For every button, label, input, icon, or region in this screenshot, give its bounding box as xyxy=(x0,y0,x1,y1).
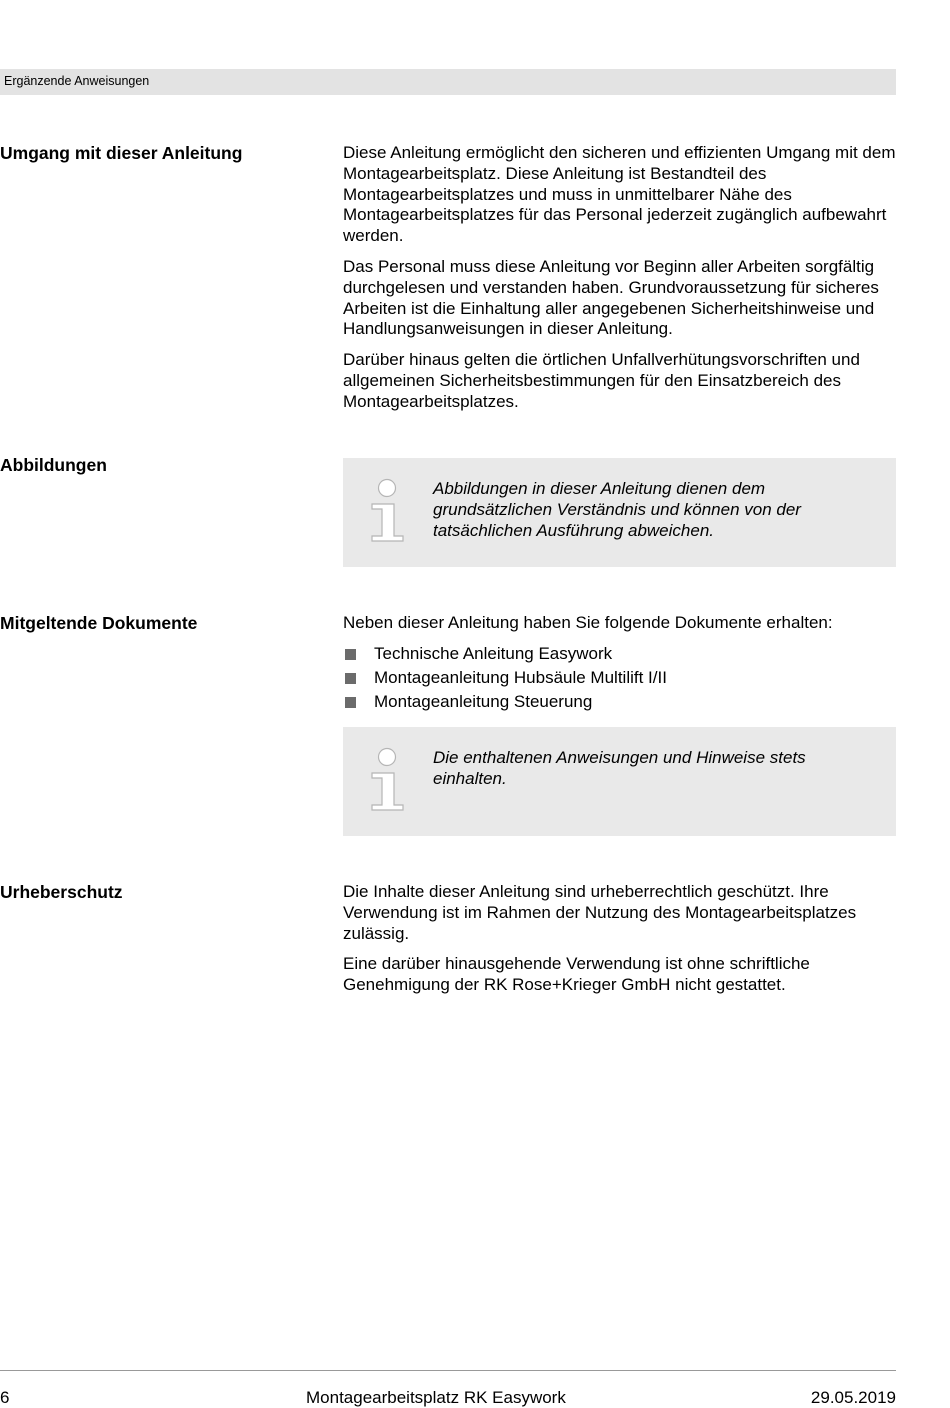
list-item xyxy=(343,666,896,690)
list-item-label: Technische Anleitung Easywork xyxy=(374,643,613,663)
paragraph: Diese Anleitung ermöglicht den sicheren und effizienten Umgang mit dem Montagearbeitsplatz. Diese Anleitung ist Bestandteil des Montagearbeitsplatzes und muss in unmittelbarer Nähe des Montagearbeitsplatzes für das Personal jederzeit zugänglich aufbewahrt werden. xyxy=(343,143,896,246)
info-icon xyxy=(368,478,408,546)
footer-divider xyxy=(0,1370,896,1371)
document-list xyxy=(343,642,896,714)
square-bullet-icon xyxy=(345,697,356,708)
section-title-urheberschutz: Urheberschutz xyxy=(0,882,123,902)
list-item xyxy=(343,690,896,714)
info-icon xyxy=(368,747,408,815)
section-title-mitgeltende: Mitgeltende Dokumente xyxy=(0,613,198,633)
info-note-abbildungen xyxy=(343,458,896,567)
section-body-mitgeltende xyxy=(343,613,896,714)
paragraph: Neben dieser Anleitung haben Sie folgende Dokumente erhalten: xyxy=(343,613,833,632)
section-body-urheberschutz xyxy=(343,882,896,1006)
note-text: Abbildungen in dieser Anleitung dienen dem grundsätzlichen Verständnis und können von der tatsächlichen Ausführung abweichen. xyxy=(433,479,801,540)
paragraph: Darüber hinaus gelten die örtlichen Unfallverhütungsvorschriften und allgemeinen Sicherheitsbestimmungen für den Einsatzbereich des Montagearbeitsplatzes. xyxy=(343,350,860,411)
paragraph: Die Inhalte dieser Anleitung sind urheberrechtlich geschützt. Ihre Verwendung ist im Rahmen der Nutzung des Montagearbeitsplatzes zulässig. xyxy=(343,882,857,943)
paragraph: Eine darüber hinausgehende Verwendung ist ohne schriftliche Genehmigung der RK Rose+Krieger GmbH nicht gestattet. xyxy=(343,954,810,995)
note-text: Die enthaltenen Anweisungen und Hinweise stets einhalten. xyxy=(433,748,806,788)
square-bullet-icon xyxy=(345,673,356,684)
list-item-label: Montageanleitung Hubsäule Multilift I/II xyxy=(374,667,667,687)
footer-doc-title: Montagearbeitsplatz RK Easywork xyxy=(306,1388,566,1407)
list-item xyxy=(343,642,896,666)
info-note-mitgeltende xyxy=(343,727,896,836)
square-bullet-icon xyxy=(345,649,356,660)
section-title-umgang: Umgang mit dieser Anleitung xyxy=(0,143,243,163)
running-header xyxy=(0,69,896,95)
list-item-label: Montageanleitung Steuerung xyxy=(374,691,593,711)
paragraph: Das Personal muss diese Anleitung vor Beginn aller Arbeiten sorgfältig durchgelesen und verstanden haben. Grundvoraussetzung für sicheres Arbeiten ist die Einhaltung aller angegebenen Sicherheitshinweise und Handlungsanweisungen in dieser Anleitung. xyxy=(343,256,879,339)
section-title-abbildungen: Abbildungen xyxy=(0,455,107,475)
section-body-umgang xyxy=(343,143,896,423)
footer-date: 29.05.2019 xyxy=(810,1388,896,1407)
running-header-title: Ergänzende Anweisungen xyxy=(4,74,150,88)
page-number: 6 xyxy=(0,1388,10,1407)
